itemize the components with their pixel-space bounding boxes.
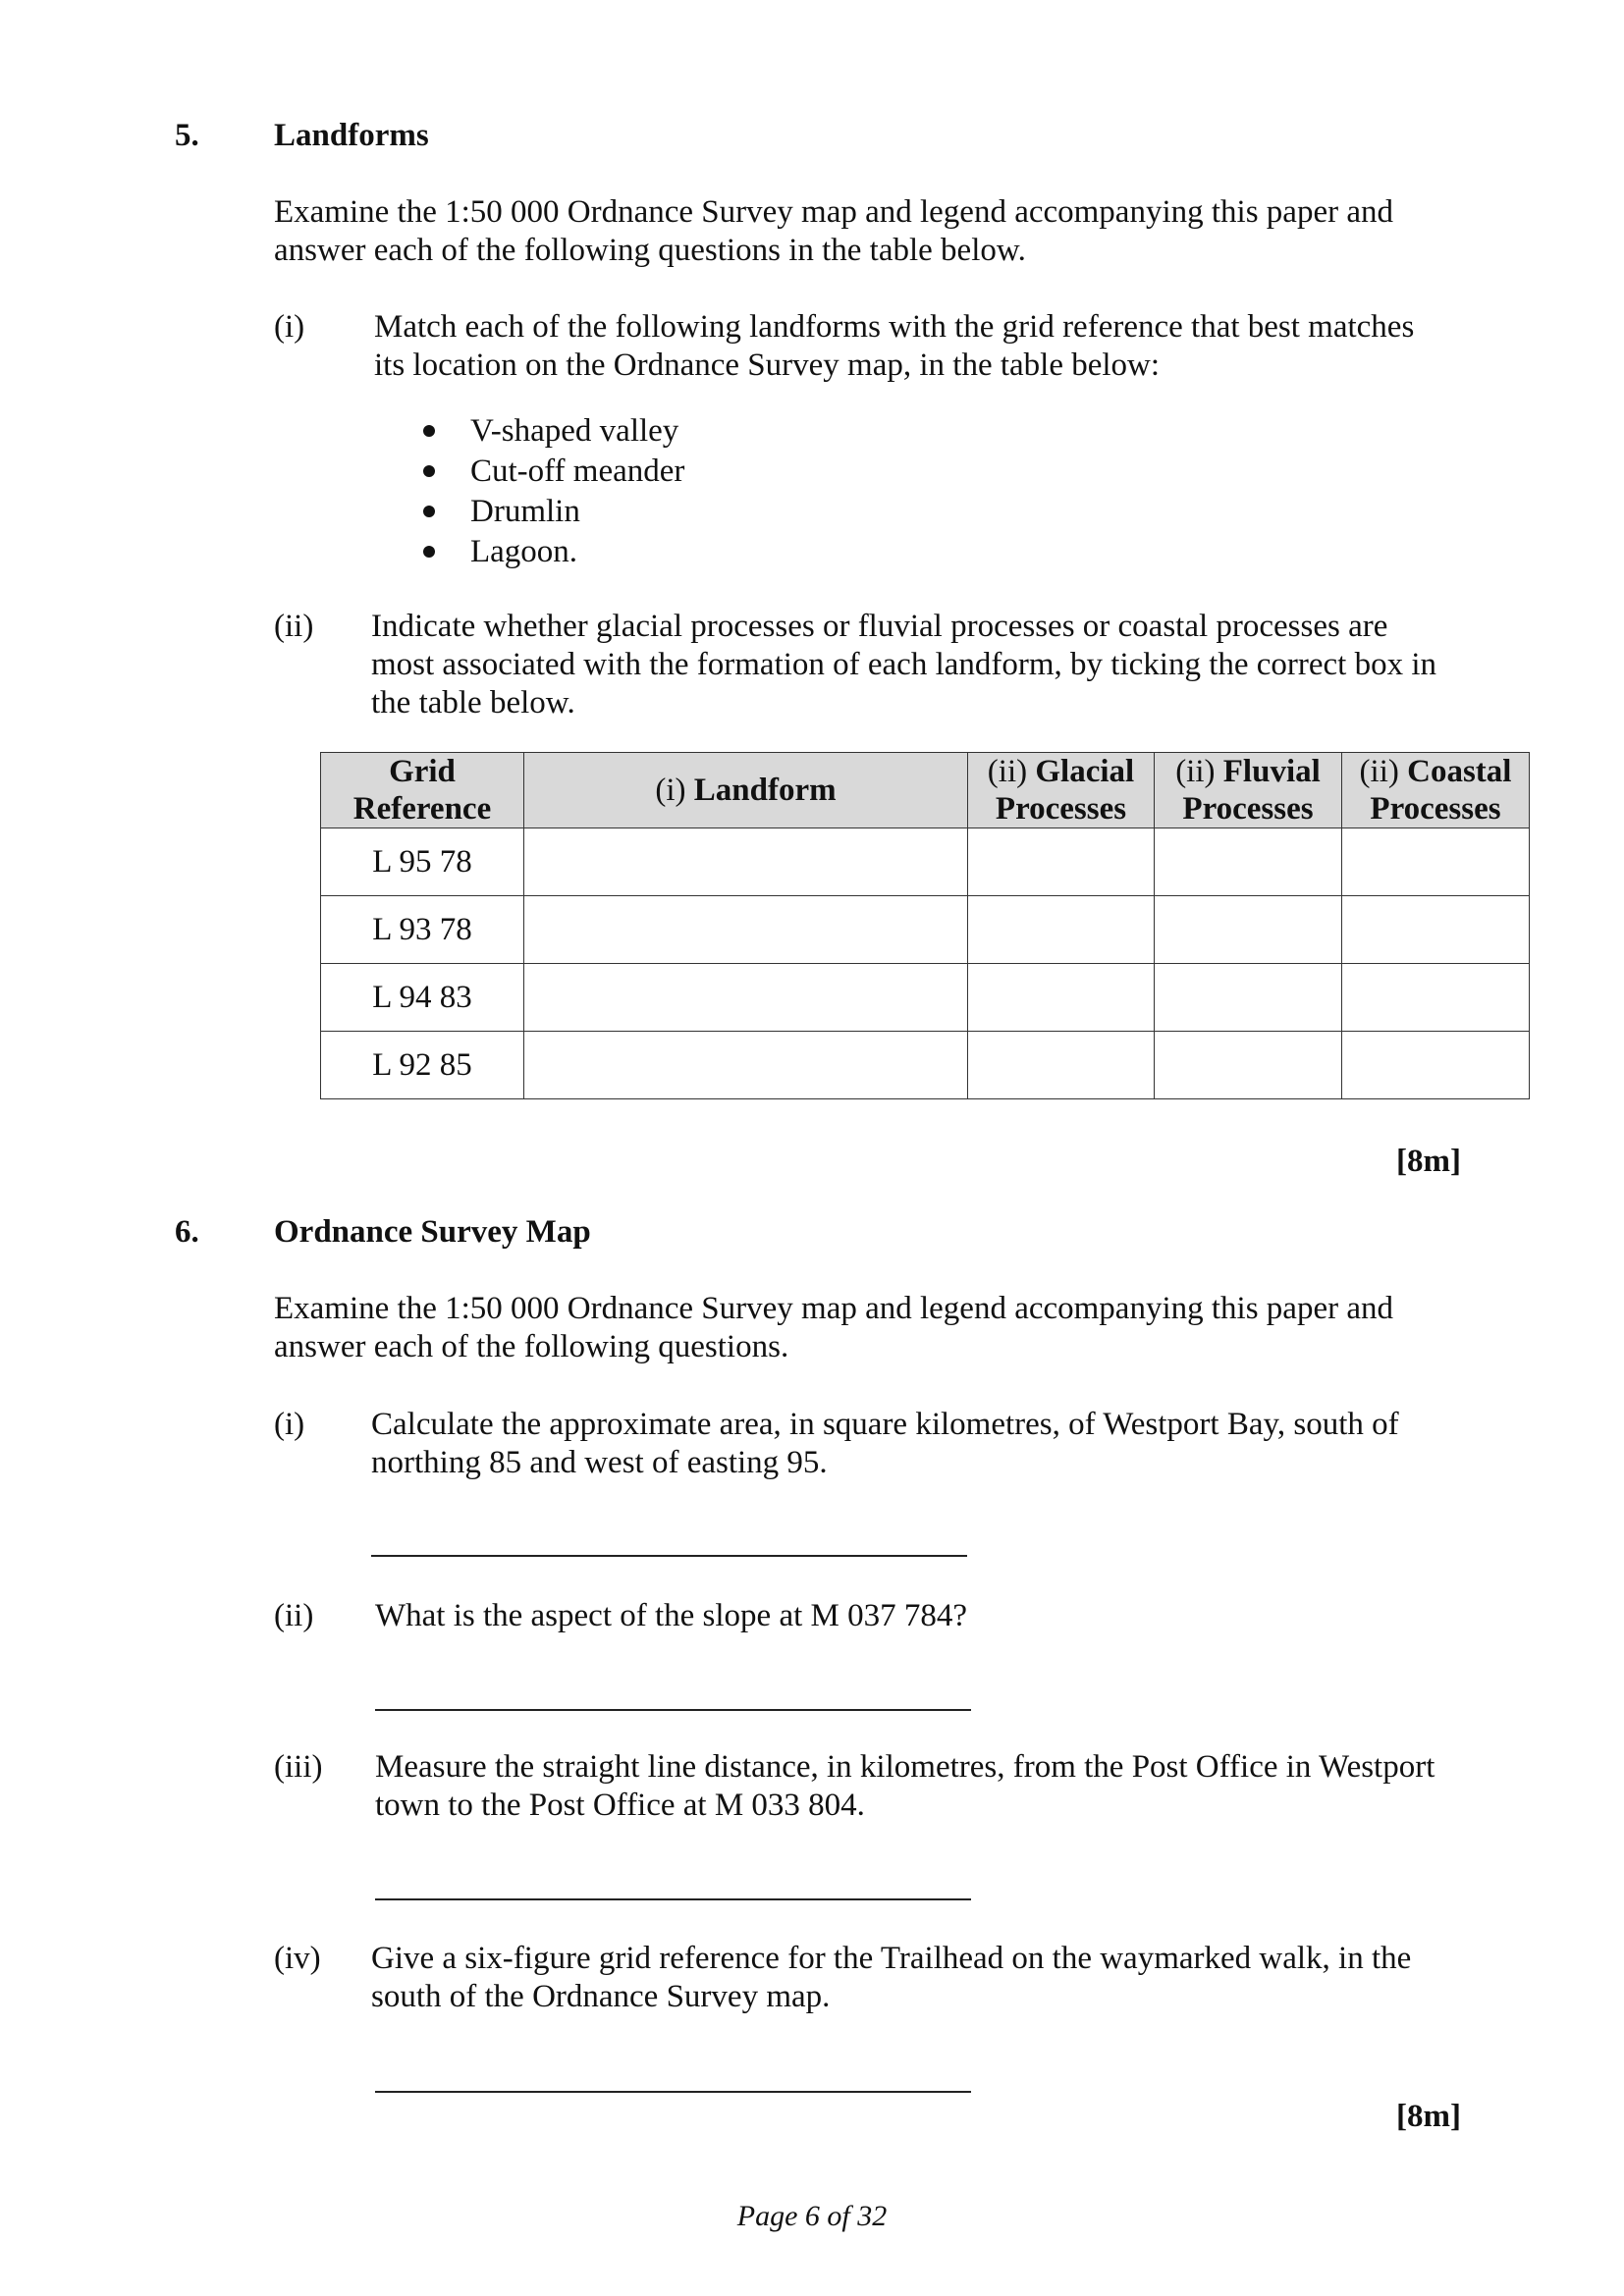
question-6-title: Ordnance Survey Map	[274, 1214, 591, 1250]
q6-part-iv-label: (iv)	[274, 1941, 321, 1976]
question-6-marks: [8m]	[1396, 2099, 1461, 2134]
table-row	[321, 896, 1530, 964]
landform-answer-cell[interactable]	[524, 896, 968, 964]
q6-part-i-text	[371, 1406, 1399, 1482]
bullet-icon	[423, 465, 435, 477]
q6-part-iii-text	[375, 1748, 1435, 1825]
bullet-icon	[423, 506, 435, 517]
list-item	[470, 412, 684, 453]
glacial-tick-box[interactable]	[968, 1032, 1155, 1099]
part-ii-line: the table below.	[371, 685, 575, 721]
glacial-tick-box[interactable]	[968, 896, 1155, 964]
question-6-intro	[274, 1290, 1393, 1366]
part-ii-text	[371, 608, 1436, 722]
question-5-marks: [8m]	[1396, 1144, 1461, 1179]
fluvial-tick-box[interactable]	[1155, 1032, 1342, 1099]
grid-reference-cell: L 95 78	[321, 828, 524, 896]
q6-part-iii-line: Measure the straight line distance, in kilometres, from the Post Office in Westport	[375, 1749, 1435, 1785]
part-i-label: (i)	[274, 309, 305, 345]
intro-line: Examine the 1:50 000 Ordnance Survey map and legend accompanying this paper and	[274, 1291, 1393, 1326]
glacial-tick-box[interactable]	[968, 828, 1155, 896]
q6-part-iii-line: town to the Post Office at M 033 804.	[375, 1788, 865, 1823]
coastal-tick-box[interactable]	[1342, 828, 1530, 896]
table-row	[321, 828, 1530, 896]
part-ii-line: most associated with the formation of each landform, by ticking the correct box in	[371, 647, 1437, 682]
glacial-tick-box[interactable]	[968, 964, 1155, 1032]
q6-part-ii-label: (ii)	[274, 1598, 314, 1633]
list-item-text: V-shaped valley	[470, 413, 679, 449]
landform-list	[470, 412, 684, 573]
landform-answer-cell[interactable]	[524, 1032, 968, 1099]
intro-line: answer each of the following questions.	[274, 1329, 789, 1364]
list-item	[470, 533, 684, 573]
q6-part-iii-label: (iii)	[274, 1749, 323, 1785]
question-5-intro	[274, 193, 1393, 270]
intro-line: answer each of the following questions in the table below.	[274, 233, 1026, 268]
part-i-text	[374, 308, 1414, 385]
grid-reference-cell: L 94 83	[321, 964, 524, 1032]
q6-part-iv-line: Give a six-figure grid reference for the Trailhead on the waymarked walk, in the	[371, 1941, 1412, 1976]
fluvial-tick-box[interactable]	[1155, 896, 1342, 964]
table-header-row	[321, 753, 1530, 828]
header-landform: (i) Landform	[524, 753, 968, 828]
grid-reference-cell: L 93 78	[321, 896, 524, 964]
q6-part-iv-text	[371, 1940, 1411, 2016]
answer-line-ii[interactable]	[375, 1709, 971, 1711]
bullet-icon	[423, 546, 435, 558]
question-5-title: Landforms	[274, 118, 429, 153]
list-item-text: Cut-off meander	[470, 454, 685, 489]
grid-reference-cell: L 92 85	[321, 1032, 524, 1099]
bullet-icon	[423, 425, 435, 437]
header-coastal-processes: (ii) Coastal Processes	[1342, 753, 1530, 828]
question-5-number: 5.	[175, 118, 199, 153]
coastal-tick-box[interactable]	[1342, 1032, 1530, 1099]
q6-part-i-label: (i)	[274, 1407, 305, 1442]
q6-part-i-line: northing 85 and west of easting 95.	[371, 1445, 828, 1480]
intro-line: Examine the 1:50 000 Ordnance Survey map and legend accompanying this paper and	[274, 194, 1393, 230]
landform-table	[320, 752, 1530, 1099]
list-item-text: Drumlin	[470, 494, 580, 529]
header-grid-reference: Grid Reference	[321, 753, 524, 828]
part-ii-label: (ii)	[274, 609, 314, 644]
answer-line-i[interactable]	[371, 1555, 967, 1557]
table-row	[321, 1032, 1530, 1099]
list-item	[470, 493, 684, 533]
coastal-tick-box[interactable]	[1342, 896, 1530, 964]
table-row	[321, 964, 1530, 1032]
answer-line-iii[interactable]	[375, 1898, 971, 1900]
fluvial-tick-box[interactable]	[1155, 964, 1342, 1032]
list-item	[470, 453, 684, 493]
coastal-tick-box[interactable]	[1342, 964, 1530, 1032]
page-number: Page 6 of 32	[736, 2200, 888, 2232]
q6-part-ii-text: What is the aspect of the slope at M 037 784?	[375, 1598, 968, 1633]
landform-answer-cell[interactable]	[524, 964, 968, 1032]
q6-part-iv-line: south of the Ordnance Survey map.	[371, 1979, 831, 2014]
q6-part-i-line: Calculate the approximate area, in square kilometres, of Westport Bay, south of	[371, 1407, 1399, 1442]
question-6-number: 6.	[175, 1214, 199, 1250]
part-i-line: its location on the Ordnance Survey map, in the table below:	[374, 347, 1161, 383]
part-ii-line: Indicate whether glacial processes or fluvial processes or coastal processes are	[371, 609, 1388, 644]
header-glacial-processes: (ii) Glacial Processes	[968, 753, 1155, 828]
part-i-line: Match each of the following landforms with the grid reference that best matches	[374, 309, 1415, 345]
header-fluvial-processes: (ii) Fluvial Processes	[1155, 753, 1342, 828]
landform-answer-cell[interactable]	[524, 828, 968, 896]
answer-line-iv[interactable]	[375, 2091, 971, 2093]
list-item-text: Lagoon.	[470, 534, 578, 569]
fluvial-tick-box[interactable]	[1155, 828, 1342, 896]
